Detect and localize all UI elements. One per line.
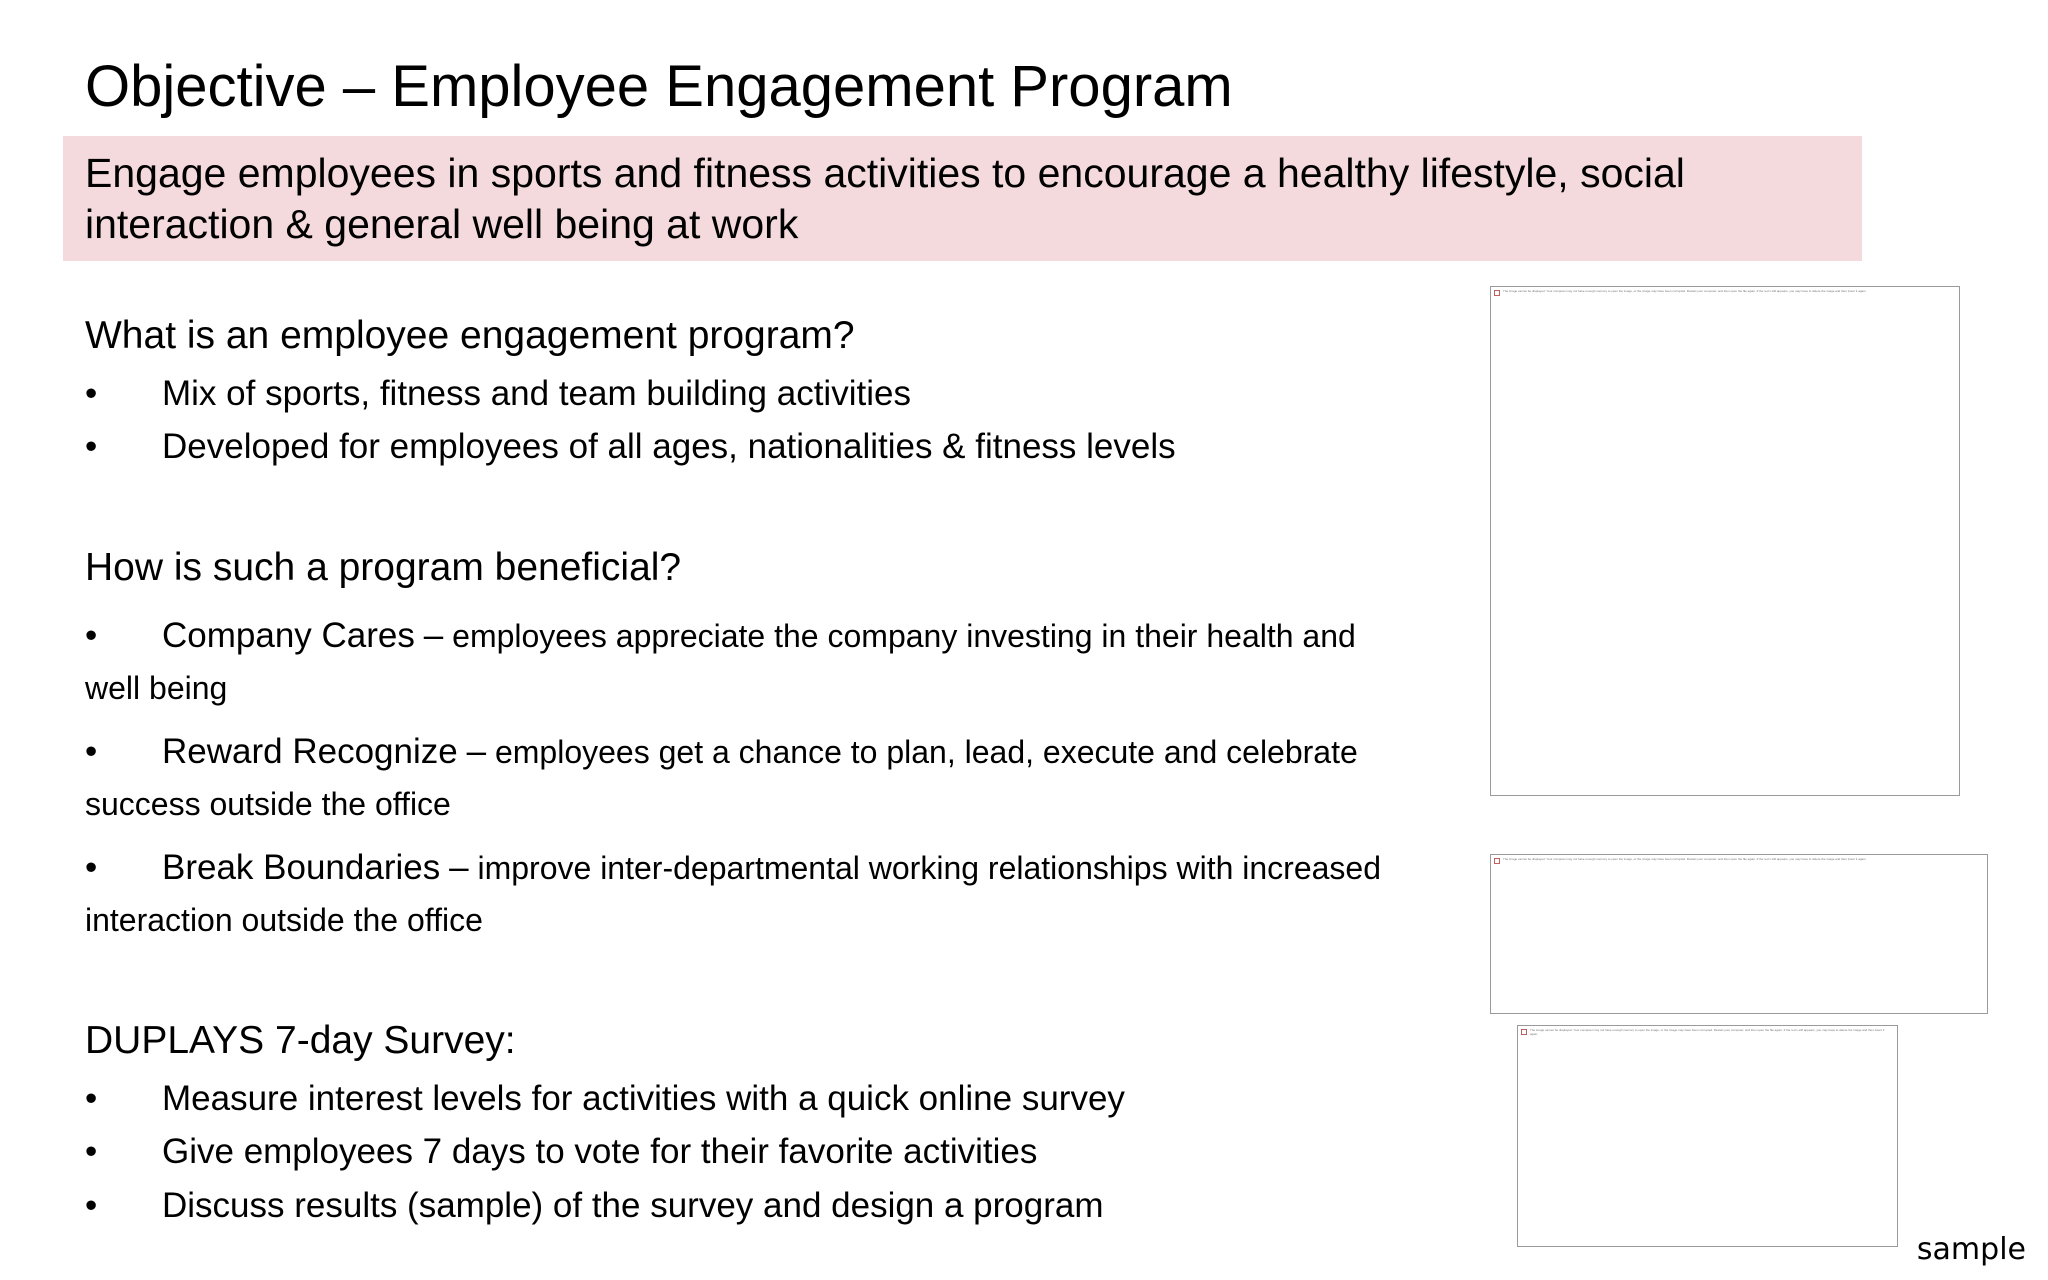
- benefit-item-break-boundaries: • Break Boundaries – improve inter-departmental working relationships with increased interaction outside the office: [85, 842, 1415, 946]
- benefit-description: employees get a chance to plan, lead, execute and celebrate success outside the office: [85, 734, 1358, 822]
- image-placeholder-2: [1490, 854, 1988, 1014]
- image-error-message: The image cannot be displayed. Your computer may not have enough memory to open the image, or the image may have been corrupted. Restart your computer, and then open the file again. If the red x still appears, you may have to delete the image and then insert it again.: [1530, 1028, 1885, 1036]
- list-item: • Developed for employees of all ages, nationalities & fitness levels: [85, 421, 1415, 473]
- image-placeholder-1: [1490, 286, 1960, 796]
- list-item: • Discuss results (sample) of the survey and design a program: [85, 1180, 1415, 1232]
- list-item: • Mix of sports, fitness and team building activities: [85, 368, 1415, 420]
- bullet-icon: •: [85, 1186, 98, 1225]
- objective-statement: Engage employees in sports and fitness activities to encourage a healthy lifestyle, social interaction & general well being at work: [85, 150, 1685, 247]
- bullet-icon: •: [85, 848, 98, 887]
- benefit-name: Reward Recognize: [162, 732, 458, 771]
- benefit-name: Break Boundaries: [162, 848, 441, 887]
- benefit-description: improve inter-departmental working relationships with increased interaction outside the office: [85, 850, 1382, 938]
- benefit-item-company-cares: • Company Cares – employees appreciate the company investing in their health and well being: [85, 610, 1415, 714]
- benefit-name: Company Cares: [162, 616, 415, 655]
- broken-image-icon: [1494, 858, 1500, 864]
- list-item: • Give employees 7 days to vote for their favorite activities: [85, 1126, 1415, 1178]
- broken-image-icon: [1494, 290, 1500, 296]
- image-error-message: The image cannot be displayed. Your computer may not have enough memory to open the image, or the image may have been corrupted. Restart your computer, and then open the file again. If the red x still appears, you may have to delete the image and then insert it again.: [1503, 289, 1867, 293]
- bullet-icon: •: [85, 616, 98, 655]
- image-placeholder-3: [1517, 1025, 1898, 1247]
- bullet-icon: •: [85, 427, 98, 466]
- bullet-icon: •: [85, 1079, 98, 1118]
- image-error-message: The image cannot be displayed. Your computer may not have enough memory to open the image, or the image may have been corrupted. Restart your computer, and then open the file again. If the red x still appears, you may have to delete the image and then insert it again.: [1503, 857, 1867, 861]
- sample-label: sample: [1916, 1232, 2026, 1267]
- benefit-item-reward-recognize: • Reward Recognize – employees get a chance to plan, lead, execute and celebrate success outside the office: [85, 726, 1415, 830]
- bullet-icon: •: [85, 732, 98, 771]
- section-heading-what: What is an employee engagement program?: [85, 314, 855, 357]
- bullet-icon: •: [85, 374, 98, 413]
- bullet-icon: •: [85, 1132, 98, 1171]
- slide-title: Objective – Employee Engagement Program: [85, 54, 1233, 119]
- section-heading-survey: DUPLAYS 7-day Survey:: [85, 1019, 516, 1062]
- broken-image-icon: [1521, 1029, 1527, 1035]
- section-heading-how: How is such a program beneficial?: [85, 546, 682, 589]
- benefit-description: employees appreciate the company investing in their health and well being: [85, 618, 1356, 706]
- list-item: • Measure interest levels for activities with a quick online survey: [85, 1073, 1415, 1125]
